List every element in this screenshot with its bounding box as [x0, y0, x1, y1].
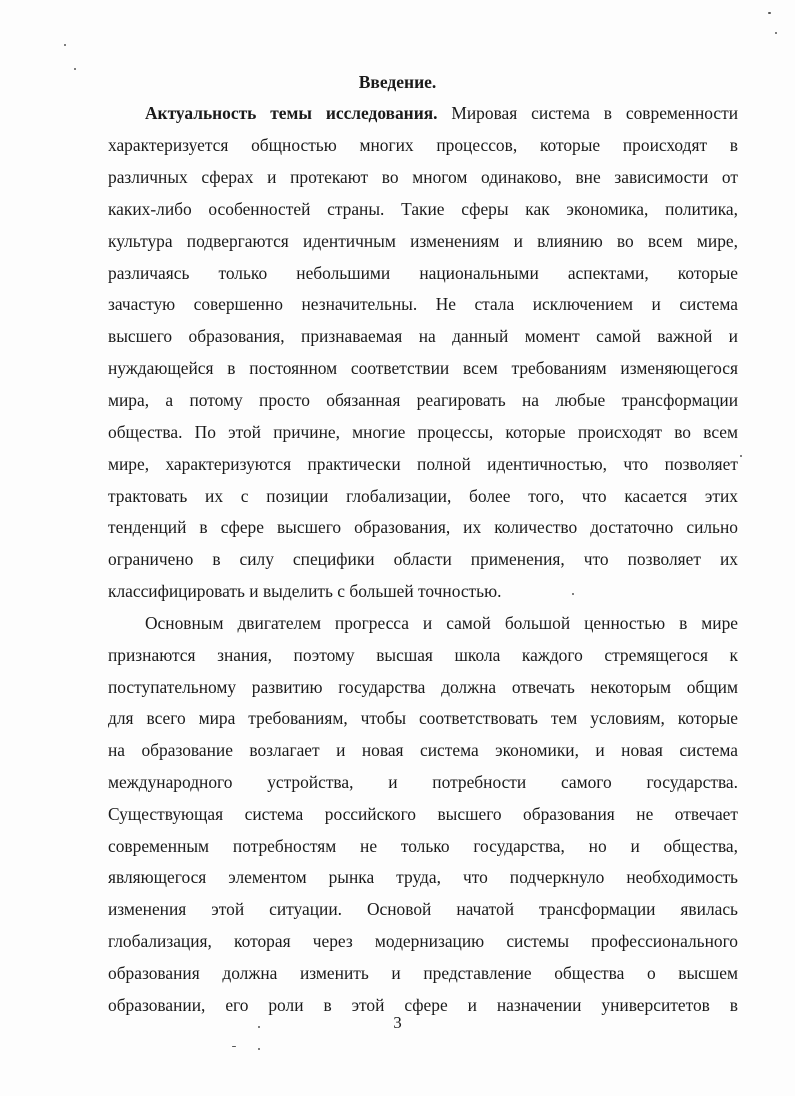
paragraph-1-line-13: трактовать их с позиции глобализации, более того, что касается этих — [108, 486, 738, 506]
paragraph-1-lead: Актуальность темы исследования. — [145, 103, 438, 123]
scan-speck — [740, 455, 742, 457]
paragraph-1-line-1-text: Мировая система в современности — [451, 103, 738, 123]
scan-speck — [64, 44, 66, 46]
scan-speck — [258, 1048, 260, 1050]
paragraph-1-line-5: культура подвергаются идентичным изменениям и влиянию во всем мире, — [108, 231, 738, 251]
scan-speck — [258, 1026, 260, 1028]
scan-speck — [572, 593, 574, 595]
page-number: 3 — [393, 1013, 402, 1032]
paragraph-2-line-3: поступательному развитию государства должна отвечать некоторым общим — [108, 677, 738, 697]
paragraph-1-line-12: мире, характеризуются практически полной идентичностью, что позволяет — [108, 454, 738, 474]
paragraph-1-line-6: различаясь только небольшими национальными аспектами, которые — [108, 263, 738, 283]
section-title: Введение. — [358, 72, 437, 92]
paragraph-2-line-12: образования должна изменить и представление общества о высшем — [108, 963, 738, 983]
paragraph-1-line-7: зачастую совершенно незначительны. Не стала исключением и система — [108, 294, 738, 314]
paragraph-1-line-15: ограничено в силу специфики области применения, что позволяет их — [108, 549, 738, 569]
paragraph-2-line-10: изменения этой ситуации. Основой начатой трансформации явилась — [108, 899, 738, 919]
paragraph-1-line-16: классифицировать и выделить с большей точностью. — [108, 581, 502, 601]
scan-speck — [74, 68, 76, 70]
paragraph-2-line-11: глобализация, которая через модернизацию системы профессионального — [108, 931, 738, 951]
paragraph-1-line-10: мира, а потому просто обязанная реагировать на любые трансформации — [108, 390, 738, 410]
paragraph-2-line-13: образовании, его роли в этой сфере и назначении университетов в — [108, 995, 738, 1015]
paragraph-2-line-4: для всего мира требованиям, чтобы соответствовать тем условиям, которые — [108, 708, 738, 728]
paragraph-1-line-9: нуждающейся в постоянном соответствии всем требованиям изменяющегося — [108, 358, 738, 378]
paragraph-2-line-8: современным потребностям не только государства, но и общества, — [108, 836, 738, 856]
paragraph-2-line-7: Существующая система российского высшего образования не отвечает — [108, 804, 738, 824]
paragraph-2-line-1: Основным двигателем прогресса и самой большой ценностью в мире — [145, 613, 738, 633]
scan-speck — [232, 1046, 236, 1047]
paragraph-1-line-11: общества. По этой причине, многие процессы, которые происходят во всем — [108, 422, 738, 442]
scan-speck — [775, 32, 777, 34]
paragraph-1-line-8: высшего образования, признаваемая на данный момент самой важной и — [108, 326, 738, 346]
paragraph-1-line-3: различных сферах и протекают во многом одинаково, вне зависимости от — [108, 167, 738, 187]
paragraph-2-line-2: признаются знания, поэтому высшая школа каждого стремящегося к — [108, 645, 738, 665]
paragraph-2-line-5: на образование возлагает и новая система экономики, и новая система — [108, 740, 738, 760]
scan-speck — [768, 12, 771, 14]
paragraph-1-line-4: каких-либо особенностей страны. Такие сферы как экономика, политика, — [108, 199, 738, 219]
paragraph-1-line-1 — [145, 98, 738, 128]
paragraph-2-line-9: являющегося элементом рынка труда, что подчеркнуло необходимость — [108, 867, 738, 887]
paragraph-1-line-2: характеризуется общностью многих процессов, которые происходят в — [108, 135, 738, 155]
paragraph-1-line-14: тенденций в сфере высшего образования, их количество достаточно сильно — [108, 517, 738, 537]
paragraph-2-line-6: международного устройства, и потребности самого государства. — [108, 772, 738, 792]
